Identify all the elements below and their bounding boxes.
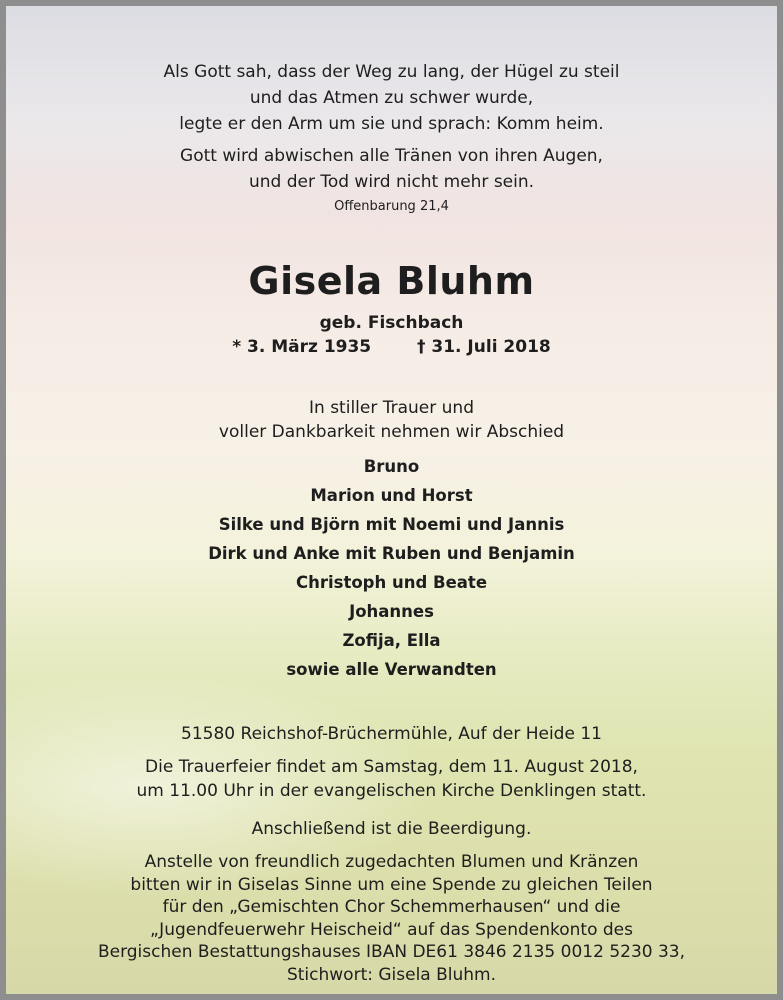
family-member: Zofija, Ella (342, 631, 441, 650)
donation-line: Anstelle von freundlich zugedachten Blumen und Kränzen (144, 852, 639, 872)
donation-line: Stichwort: Gisela Bluhm. (286, 964, 497, 985)
scripture-line: und der Tod wird nicht mehr sein. (248, 172, 535, 192)
family-member: Bruno (363, 457, 420, 476)
family-list (6, 452, 777, 684)
family-member: sowie alle Verwandten (286, 660, 497, 679)
verse-block (6, 59, 777, 137)
family-member: Silke und Björn mit Noemi und Jannis (218, 515, 565, 534)
verse-line: und das Atmen zu schwer wurde, (249, 88, 534, 108)
life-dates (6, 335, 777, 359)
family-member: Christoph und Beate (295, 573, 488, 592)
scripture-line: Gott wird abwischen alle Tränen von ihren Augen, (180, 146, 603, 166)
donation-line: Bergischen Bestattungshauses IBAN DE61 3846 2135 0012 5230 33, (97, 942, 686, 962)
donation-info (6, 851, 777, 986)
burial-info: Anschließend ist die Beerdigung. (251, 819, 532, 839)
funeral-info (6, 755, 777, 803)
family-member: Marion und Horst (310, 486, 473, 505)
family-member: Dirk und Anke mit Ruben und Benjamin (208, 544, 575, 563)
scripture-block (6, 143, 777, 195)
funeral-line: Die Trauerfeier findet am Samstag, dem 11. August 2018, (145, 757, 638, 777)
deceased-name: Gisela Bluhm (248, 259, 535, 303)
maiden-name: geb. Fischbach (319, 313, 464, 333)
death-date: † 31. Juli 2018 (416, 337, 551, 357)
mourning-line: In stiller Trauer und (309, 398, 474, 418)
mourning-line: voller Dankbarkeit nehmen wir Abschied (218, 422, 565, 442)
donation-line: „Jugendfeuerwehr Heischeid“ auf das Spendenkonto des (149, 919, 633, 940)
mourning-text (6, 396, 777, 444)
scripture-source: Offenbarung 21,4 (334, 199, 449, 214)
donation-line: bitten wir in Giselas Sinne um eine Spende zu gleichen Teilen (130, 874, 653, 895)
family-member: Johannes (349, 602, 434, 621)
birth-date: * 3. März 1935 (232, 337, 372, 357)
verse-line: Als Gott sah, dass der Weg zu lang, der Hügel zu steil (163, 62, 620, 82)
funeral-line: um 11.00 Uhr in der evangelischen Kirche Denklingen statt. (136, 781, 647, 801)
address: 51580 Reichshof-Brüchermühle, Auf der Heide 11 (181, 724, 602, 744)
donation-line: für den „Gemischten Chor Schemmerhausen“ und die (162, 897, 621, 917)
verse-line: legte er den Arm um sie und sprach: Komm heim. (179, 114, 604, 134)
